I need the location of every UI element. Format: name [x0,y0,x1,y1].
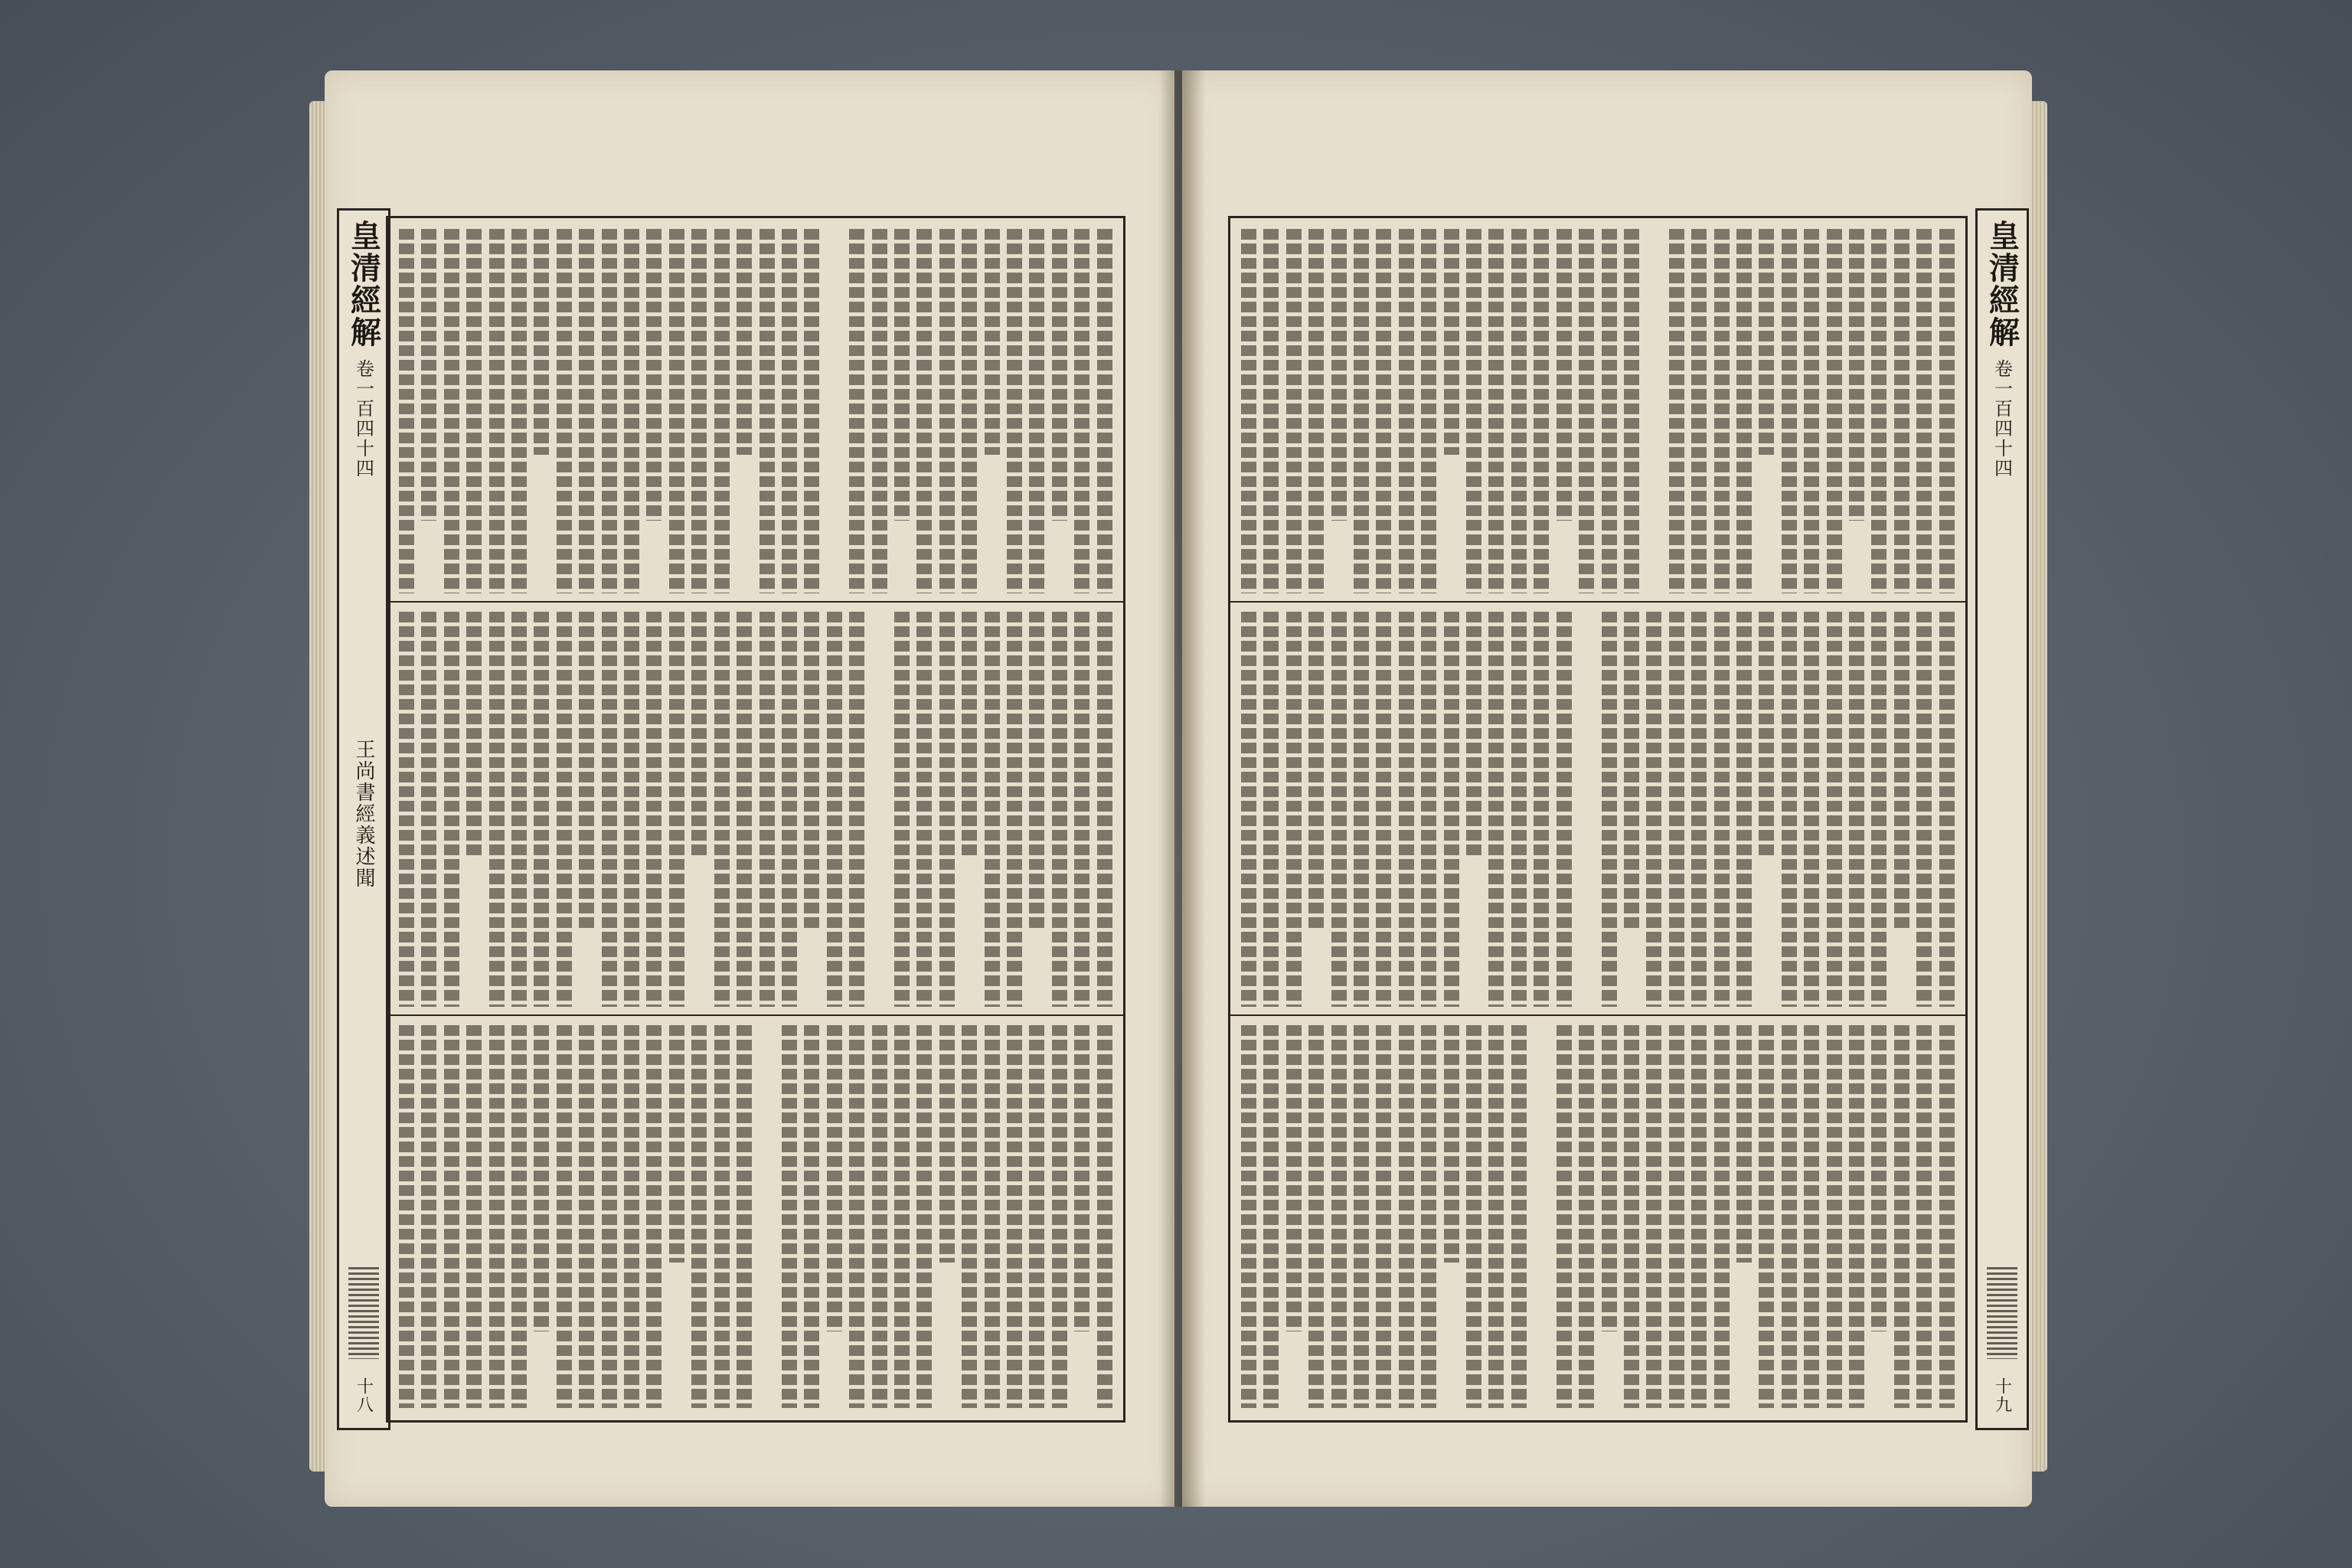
text-column [1736,229,1752,593]
text-column [939,1025,955,1263]
text-column [916,612,932,1007]
text-column [894,229,910,521]
text-column [714,1025,730,1408]
text-column [1074,612,1089,1007]
text-column [1097,612,1112,1007]
text-column [399,1025,414,1408]
text-column [466,1025,482,1408]
text-column [985,229,1000,455]
left-band-title: 皇清經解 [345,220,382,348]
left-band-mark [348,1267,379,1359]
text-column [1286,229,1302,593]
text-column [691,229,707,593]
left-upper-register [399,229,1112,593]
register-divider [388,601,1123,603]
text-column [1736,612,1752,1007]
text-column [1376,1025,1391,1408]
text-column [760,612,775,1007]
text-column [1646,612,1661,1007]
text-column [962,612,977,857]
column-gap [1579,612,1594,1007]
text-column [1488,1025,1504,1408]
text-column [1916,229,1932,593]
text-column [646,612,662,1007]
text-column [1354,612,1369,1007]
open-book [309,70,2047,1507]
text-column [894,612,910,1007]
text-column [1074,1025,1089,1331]
text-column [1286,1025,1302,1331]
register-divider [1230,1014,1965,1016]
text-column [489,229,505,593]
text-column [1029,612,1044,928]
text-column [1759,612,1774,857]
text-column [1511,612,1527,1007]
right-lower-register [1241,1025,1955,1408]
text-column [714,612,730,1007]
text-column [624,612,639,1007]
text-column [1669,612,1684,1007]
text-column [489,612,505,1007]
text-column [827,612,842,1007]
text-column [511,229,527,593]
text-column [1308,1025,1324,1408]
text-column [782,1025,797,1408]
text-column [1557,229,1572,521]
register-divider [1230,601,1965,603]
text-column [1849,612,1864,1007]
text-column [804,612,819,928]
text-column [602,612,617,1007]
text-column [1916,612,1932,1007]
column-gap [1534,1025,1549,1408]
text-column [444,1025,459,1408]
text-column [1241,1025,1256,1408]
text-column [579,612,594,928]
text-column [1399,229,1414,593]
text-column [1263,1025,1279,1408]
right-margin-band [1975,208,2029,1430]
text-column [1399,1025,1414,1408]
text-column [1624,612,1639,928]
text-column [737,1025,752,1408]
text-column [534,612,549,1007]
text-column [1074,229,1089,593]
text-column [872,1025,887,1408]
text-column [1782,229,1797,593]
text-column [939,229,955,593]
text-column [962,1025,977,1408]
text-column [1534,229,1549,593]
text-column [804,229,819,593]
text-column [1029,1025,1044,1408]
text-column [646,1025,662,1408]
text-column [1827,1025,1842,1408]
text-column [1354,229,1369,593]
text-column [1263,229,1279,593]
text-column [1007,612,1022,1007]
text-column [804,1025,819,1408]
text-column [1939,612,1955,1007]
text-column [1894,612,1909,928]
text-column [894,1025,910,1408]
text-column [1029,229,1044,593]
text-column [1263,612,1279,1007]
text-column [1331,1025,1347,1408]
text-column [1557,612,1572,1007]
text-column [444,229,459,593]
text-column [1602,1025,1617,1331]
text-column [1331,229,1347,521]
text-column [1669,229,1684,593]
text-column [737,612,752,1007]
text-column [669,229,684,593]
text-column [1669,1025,1684,1408]
text-column [1308,612,1324,928]
text-column [1399,612,1414,1007]
text-column [421,612,436,1007]
text-column [827,1025,842,1331]
text-column [1308,229,1324,593]
right-page [1182,70,2032,1507]
text-column [1804,612,1819,1007]
text-column [669,1025,684,1263]
text-column [579,1025,594,1408]
text-column [1579,229,1594,593]
text-column [1331,612,1347,1007]
text-column [916,1025,932,1408]
text-column [624,1025,639,1408]
text-column [1714,1025,1730,1408]
book-gutter [1159,70,1205,1507]
text-column [444,612,459,1007]
text-column [1894,1025,1909,1408]
text-column [1624,1025,1639,1408]
left-text-frame [386,216,1125,1423]
text-column [1939,1025,1955,1408]
text-column [1007,1025,1022,1408]
text-column [1939,229,1955,593]
text-column [466,229,482,593]
text-column [1691,1025,1707,1408]
column-gap [872,612,887,1007]
text-column [782,612,797,1007]
text-column [1804,1025,1819,1408]
right-band-folio: 十九 [1992,1377,2012,1414]
text-column [1444,1025,1459,1263]
text-column [1097,1025,1112,1408]
text-column [1557,1025,1572,1408]
text-column [985,1025,1000,1408]
text-column [737,229,752,455]
text-column [1488,229,1504,593]
column-gap [827,229,842,593]
text-column [1827,612,1842,1007]
register-divider [388,1014,1123,1016]
text-column [421,229,436,521]
text-column [872,229,887,593]
text-column [1376,229,1391,593]
column-gap [1646,229,1661,593]
text-column [1241,612,1256,1007]
text-column [1759,229,1774,455]
text-column [1602,612,1617,1007]
text-column [1624,229,1639,593]
text-column [1736,1025,1752,1263]
text-column [849,612,864,1007]
text-column [1511,229,1527,593]
text-column [691,1025,707,1408]
text-column [1444,229,1459,455]
text-column [489,1025,505,1408]
text-column [962,229,977,593]
text-column [1354,1025,1369,1408]
text-column [1759,1025,1774,1408]
text-column [557,612,572,1007]
text-column [1052,612,1067,1007]
text-column [1871,229,1886,593]
text-column [985,612,1000,1007]
text-column [1691,612,1707,1007]
text-column [466,612,482,857]
text-column [1602,229,1617,593]
text-column [1782,612,1797,1007]
text-column [624,229,639,593]
text-column [714,229,730,593]
right-middle-register [1241,612,1955,1007]
text-column [760,229,775,593]
text-column [1376,612,1391,1007]
text-column [511,612,527,1007]
left-page [325,70,1174,1507]
text-column [557,229,572,593]
right-upper-register [1241,229,1955,593]
text-column [1421,612,1436,1007]
text-column [1849,229,1864,521]
text-column [782,229,797,593]
text-column [1579,1025,1594,1408]
left-margin-band [337,208,390,1430]
right-text-frame [1228,216,1968,1423]
text-column [1466,612,1481,857]
right-band-mark [1987,1267,2017,1359]
right-band-title: 皇清經解 [1984,220,2020,348]
text-column [1871,1025,1886,1331]
text-column [1488,612,1504,1007]
column-gap [760,1025,775,1408]
text-column [1646,1025,1661,1408]
left-middle-register [399,612,1112,1007]
text-column [1097,229,1112,593]
text-column [1894,229,1909,593]
text-column [534,1025,549,1331]
text-column [534,229,549,455]
text-column [1714,612,1730,1007]
left-band-volume: 卷一百四十四 [352,359,374,479]
text-column [691,612,707,857]
left-lower-register [399,1025,1112,1408]
left-author-line: 王尚書經義述聞 [352,739,375,889]
text-column [1241,229,1256,593]
text-column [1052,1025,1067,1408]
text-column [602,229,617,593]
text-column [646,229,662,521]
text-column [669,612,684,1007]
text-column [1052,229,1067,521]
text-column [1534,612,1549,1007]
text-column [1421,1025,1436,1408]
left-band-folio: 十八 [354,1377,374,1414]
text-column [511,1025,527,1408]
text-column [1714,229,1730,593]
text-column [399,229,414,593]
text-column [1007,229,1022,593]
text-column [1804,229,1819,593]
text-column [1849,1025,1864,1408]
text-column [1286,612,1302,1007]
text-column [602,1025,617,1408]
text-column [1444,612,1459,1007]
text-column [1871,612,1886,1007]
text-column [1421,229,1436,593]
text-column [939,612,955,1007]
text-column [399,612,414,1007]
text-column [1511,1025,1527,1408]
right-band-volume: 卷一百四十四 [1991,359,2013,479]
text-column [579,229,594,593]
text-column [916,229,932,593]
text-column [557,1025,572,1408]
text-column [1466,229,1481,593]
text-column [1916,1025,1932,1408]
text-column [1782,1025,1797,1408]
text-column [421,1025,436,1408]
text-column [1466,1025,1481,1408]
text-column [849,229,864,593]
text-column [849,1025,864,1408]
text-column [1827,229,1842,593]
text-column [1691,229,1707,593]
